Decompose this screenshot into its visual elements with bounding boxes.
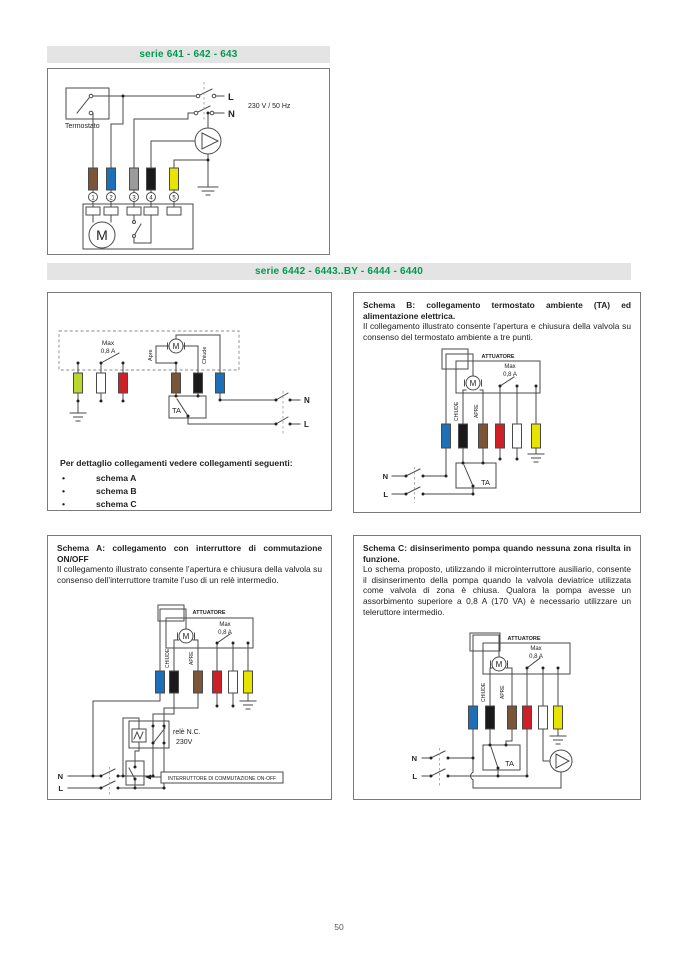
wire-brown — [508, 706, 517, 729]
wire-yellow — [532, 424, 541, 448]
wire-colors — [89, 168, 179, 190]
rele-voltage-label: 230V — [176, 739, 193, 746]
svg-text:1: 1 — [91, 195, 95, 202]
interruttore-label: INTERRUTTORE DI COMMUTAZIONE ON-OFF — [167, 775, 277, 782]
wire-blue — [107, 168, 116, 190]
wire-blue — [469, 706, 478, 729]
schema-a-ref: schema A — [96, 473, 137, 483]
svg-text:M: M — [469, 379, 477, 388]
schema-a-body: Il collegamento illustrato consente l’apertura e chiusura della valvola su consenso dell’interruttore tramite l’uso di un relè intermedio. — [57, 564, 322, 585]
wire-brown — [89, 168, 98, 190]
svg-text:3: 3 — [132, 195, 136, 202]
ground-icon — [198, 187, 218, 195]
max-amp-label: 0,8 A — [529, 654, 543, 660]
chiude-label: CHIUDE — [454, 401, 460, 421]
bullet-icon: • — [62, 473, 66, 483]
schema-c-body: Lo schema proposto, utilizzando il microinterruttore ausiliario, consente il disinserimento della pompa quando la valvola deviatrice utilizzata come valvola di zona è chiusa. Qualora la pompa avesse un assorbimento superiore a 0,8 A (170 VA) è necessario utilizzare un teleruttore intermedio. — [363, 564, 631, 617]
rele-label: relè N.C. — [173, 729, 201, 736]
wire-colors — [442, 424, 541, 448]
chiude-label: Chiude — [202, 346, 208, 364]
interruttore-callout — [161, 772, 283, 783]
wire-white — [539, 706, 548, 729]
wire-black — [194, 373, 203, 393]
svg-text:M: M — [182, 632, 190, 641]
schema-a-title: Schema A: collegamento con interruttore di commutazione ON/OFF — [57, 543, 322, 564]
max-label: Max — [530, 646, 542, 652]
wire-brown — [479, 424, 488, 448]
connector-box — [158, 605, 184, 621]
wire-blue — [442, 424, 451, 448]
wire-black — [147, 168, 156, 190]
svg-text:M: M — [495, 660, 503, 669]
line-n-label: N — [57, 772, 63, 781]
pump-icon — [195, 128, 221, 154]
max-label: Max — [504, 364, 516, 370]
motor-icon — [89, 222, 115, 248]
motor-icon — [492, 657, 506, 671]
bullet-icon: • — [62, 499, 66, 509]
wire-blue — [216, 373, 225, 393]
overview-text — [60, 458, 321, 511]
apre-label: Apre — [148, 349, 154, 361]
schema-c-panel — [353, 535, 641, 800]
wire-brown — [172, 373, 181, 393]
ground-icon — [70, 413, 86, 421]
schema-b-title: Schema B: collegamento termostato ambiente (TA) ed alimentazione elettrica. — [363, 300, 631, 321]
schema-c-ref: schema C — [96, 499, 137, 509]
attuatore-label: ATTUATORE — [507, 636, 541, 642]
wire-blue — [156, 671, 165, 693]
series-header-6442 — [47, 263, 631, 280]
wire-brown — [194, 671, 203, 693]
wire-yellow-green — [74, 373, 83, 393]
diagram-panel-serie-641 — [47, 68, 330, 255]
terminal-block — [86, 207, 181, 215]
wire-white — [97, 373, 106, 393]
wire-colors — [156, 671, 253, 693]
wire-colors — [469, 706, 563, 729]
motor-icon — [466, 376, 480, 390]
schema-a-panel — [47, 535, 332, 800]
series-header-641 — [47, 46, 330, 63]
schema-b-body: Il collegamento illustrato consente l’apertura e chiusura della valvola su consenso del termostato ambiente a tre punti. — [363, 321, 631, 342]
chiude-label: CHIUDE — [481, 682, 487, 702]
wire-red — [119, 373, 128, 393]
wire-gray — [130, 168, 139, 190]
schema-a-diagram — [48, 536, 331, 799]
schema-b-panel — [353, 292, 641, 513]
apre-label: APRE — [474, 404, 480, 418]
wire-yellow — [170, 168, 179, 190]
wire-black — [170, 671, 179, 693]
termostato-label: Termostato — [65, 123, 100, 130]
overview-intro: Per dettaglio collegamenti vedere collegamenti seguenti: — [60, 458, 293, 468]
list-item — [60, 498, 321, 511]
overview-panel — [47, 292, 332, 511]
wire-yellow — [244, 671, 253, 693]
line-l-label: L — [383, 490, 388, 499]
max-label: Max — [101, 340, 115, 347]
wire-red — [496, 424, 505, 448]
max-amp-label: 0,8 A — [218, 630, 232, 636]
list-item — [60, 472, 321, 485]
series-header-6442-label: serie 6442 - 6443..BY - 6444 - 6440 — [254, 266, 424, 277]
chiude-label: CHIUDE — [165, 648, 171, 668]
ground-icon — [528, 454, 544, 462]
ta-label: TA — [505, 759, 515, 768]
ground-icon — [550, 736, 566, 744]
line-l-label: L — [304, 420, 309, 429]
apre-label: APRE — [189, 651, 195, 665]
voltage-label: 230 V / 50 Hz — [248, 103, 291, 110]
wire-black — [486, 706, 495, 729]
arrow-left-icon — [145, 775, 151, 780]
line-n-label: N — [382, 472, 388, 481]
terminal-numbers — [89, 193, 179, 202]
switch-contacts — [89, 94, 216, 237]
motor-icon — [169, 339, 183, 353]
line-n-label: N — [411, 754, 417, 763]
line-l-label: L — [412, 772, 417, 781]
max-amp-label: 0,8 A — [100, 348, 116, 355]
schema-b-ref: schema B — [96, 486, 137, 496]
wire-white — [229, 671, 238, 693]
max-label: Max — [219, 622, 231, 628]
wire-yellow — [554, 706, 563, 729]
schema-c-diagram — [354, 536, 640, 799]
svg-text:M: M — [96, 227, 108, 243]
wire-white — [513, 424, 522, 448]
attuatore-label: ATTUATORE — [481, 354, 515, 360]
ground-icon — [240, 701, 256, 709]
apre-label: APRE — [500, 685, 506, 699]
bullet-icon: • — [62, 486, 66, 496]
max-amp-label: 0,8 A — [503, 372, 517, 378]
line-n-label: N — [228, 109, 235, 120]
list-item — [60, 485, 321, 498]
svg-text:M: M — [172, 342, 180, 351]
line-n-label: N — [304, 396, 310, 405]
overview-diagram — [48, 293, 331, 453]
motor-icon — [179, 629, 193, 643]
attuatore-label: ATTUATORE — [192, 610, 226, 616]
svg-text:5: 5 — [172, 195, 176, 202]
svg-text:4: 4 — [149, 195, 153, 202]
series-header-641-label: serie 641 - 642 - 643 — [139, 49, 238, 60]
ta-label: TA — [172, 406, 182, 415]
schema-c-title: Schema C: disinserimento pompa quando nessuna zona risulta in funzione. — [363, 543, 631, 564]
line-l-label: L — [228, 92, 234, 103]
schema-b-diagram — [354, 293, 640, 512]
wire-black — [459, 424, 468, 448]
wire-red — [213, 671, 222, 693]
wire-colors — [74, 373, 225, 393]
line-l-label: L — [58, 784, 63, 793]
pump-icon — [550, 750, 572, 772]
svg-text:2: 2 — [109, 195, 113, 202]
page-number: 50 — [334, 922, 344, 932]
wiring-diagram-serie-641 — [48, 69, 329, 254]
ta-label: TA — [481, 478, 491, 487]
connector-box — [470, 633, 500, 651]
junction-dots — [77, 362, 292, 426]
wire-red — [523, 706, 532, 729]
